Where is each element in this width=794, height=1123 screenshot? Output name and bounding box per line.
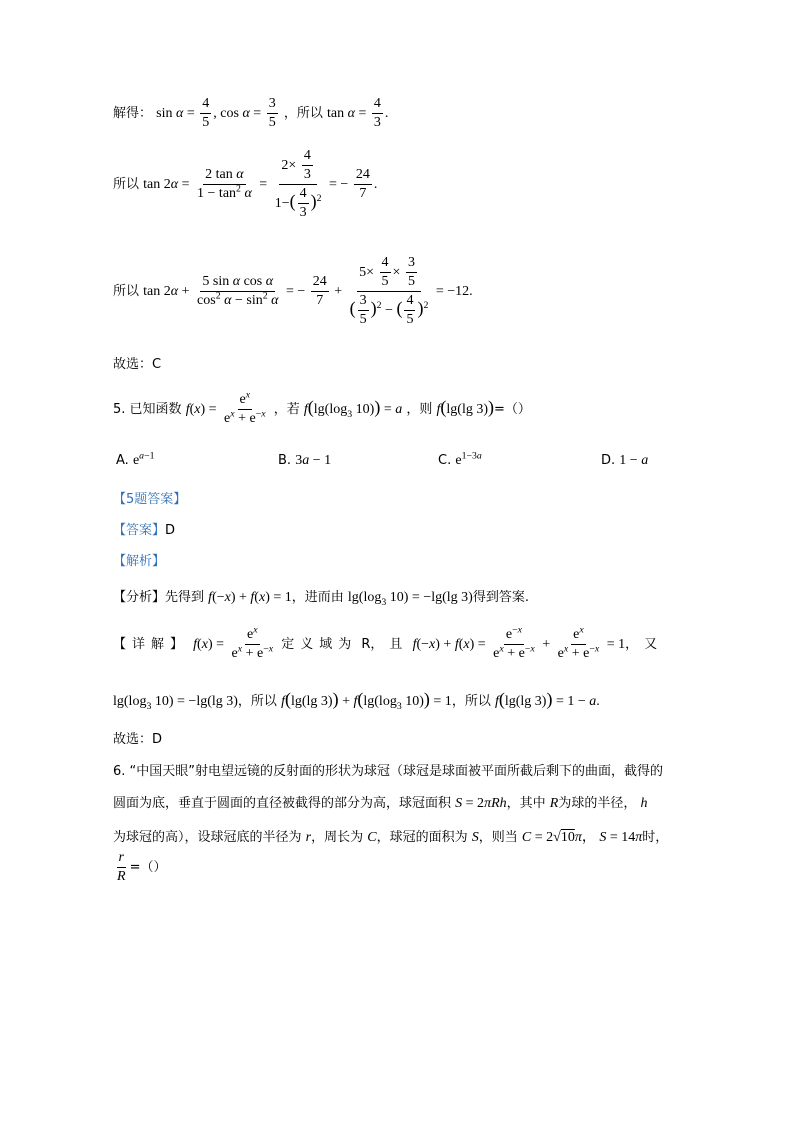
math-C: C	[367, 830, 377, 845]
heading-analysis: 【解析】	[113, 554, 166, 569]
answer-value: D	[165, 523, 176, 538]
text-so: 所以	[113, 283, 140, 299]
analysis-text1: 先得到	[165, 590, 205, 605]
detail-text2: ，且	[370, 636, 409, 652]
line-tan2a	[113, 148, 377, 221]
option-d-math: 1 − a	[619, 453, 649, 468]
q5-intro: 5. 已知函数	[113, 401, 182, 417]
text-solve: 解得：	[113, 105, 153, 121]
math-sum: f(−x) + f(x) = 1	[208, 590, 292, 605]
option-d[interactable]	[601, 453, 648, 469]
q6-line2	[113, 792, 648, 812]
text-so: 所以	[113, 176, 140, 192]
math-expression: tan 2α + $\frac{\text{5 sin α cos α}}{\cos^2 \alpha - \sin^2 \alpha}$ = − $\frac{24}{7}$ + 5× $\frac{4}{5}$ × $\frac{3}{5}$ ( $\frac{3}{5}$ )$^2$ − ( $\frac{4}{5}$ )$^2$ = −12.	[143, 255, 473, 328]
q6-l2c: 为球的半径，	[558, 796, 637, 811]
line-solve	[113, 96, 388, 131]
q5-if: ，若	[273, 401, 300, 417]
math-f-log: $f(\lg(\log_3$ 10)) = a	[303, 396, 403, 420]
line-analysis	[113, 586, 529, 606]
analysis-text3: 得到答案.	[472, 590, 529, 605]
option-a-math: $e^{a-1}$	[132, 450, 155, 468]
line-detail-2	[113, 689, 600, 710]
q6-l3d: ，则当	[478, 830, 518, 845]
math-f-def2: f(x) = $\frac{e^x}{e^x + e^{-x}}$	[193, 624, 274, 662]
q5-tail: =（）	[494, 401, 531, 417]
answer-d: 故选：D	[113, 732, 163, 747]
line-expression	[113, 255, 473, 328]
math-area: S = 2πRh	[455, 796, 507, 811]
option-b-math: 3a − 1	[295, 453, 332, 468]
math-ratio: $\frac{r}{R}$	[117, 850, 126, 885]
math-R: R	[549, 796, 559, 811]
text-so: ，所以	[283, 105, 323, 121]
math-r: r	[305, 830, 312, 845]
option-letter: B.	[278, 453, 292, 468]
analysis-text2: ，进而由	[291, 590, 344, 605]
detail-label: 【详解】	[113, 636, 190, 652]
option-c[interactable]	[438, 450, 482, 469]
detail2-text2: ，所以	[451, 694, 491, 709]
math-f-def: f(x) = $\frac{e^x}{e^x + e^{-x}}$	[185, 389, 266, 427]
q6-l3e: 时，	[642, 830, 669, 845]
detail-text3: ，又	[625, 636, 664, 652]
line-detail	[113, 624, 664, 662]
option-c-math: $e^{1-3a}$	[455, 450, 482, 468]
q6-l3b: ，周长为	[311, 830, 364, 845]
math-h: h	[640, 796, 648, 811]
option-b[interactable]	[278, 453, 331, 469]
option-letter: A.	[116, 453, 129, 468]
detail2-text1: ，所以	[237, 694, 277, 709]
math-result: f(lg(lg 3)) = 1 − a.	[494, 689, 600, 709]
math-sin-cos: sin α = $\frac{4}{5}$ , cos α = $\frac{3}{5}$	[156, 96, 276, 131]
q6-line1: 6. “中国天眼”射电望远镜的反射面的形状为球冠（球冠是球面被平面所截后剩下的曲面，截得的	[113, 764, 664, 779]
q6-l4: =（）	[129, 859, 167, 875]
heading-5-answer: 【5题答案】	[113, 492, 187, 507]
math-S: S	[471, 830, 479, 845]
math-lg-identity: $\lg(\log_3$ 10) = −lg(lg 3)	[347, 590, 473, 608]
option-a[interactable]	[116, 450, 155, 469]
math-sum-detail: f(−x) + f(x) = $\frac{e^{-x}}{e^x + e^{-x}}$ + $\frac{e^x}{e^x + e^{-x}}$ = 1	[412, 624, 626, 662]
answer-c: 故选：C	[113, 357, 162, 372]
q6-l2b: ，其中	[506, 796, 546, 811]
analysis-label: 【分析】	[113, 590, 166, 605]
q6-l3c: ，球冠的面积为	[376, 830, 468, 845]
math-condition: C = 2√10π， S = 14π	[521, 830, 643, 845]
answer-label: 【答案】	[113, 523, 166, 538]
math-tan2a: tan 2α = $\frac{\text{2 tan α}}{1 - \tan^2 \alpha}$ = 2× $\frac{4}{3}$ 1−( $\frac{4}{3}$ )$^2$ = − $\frac{24}{7}$ .	[143, 148, 378, 221]
math-f-lg3: f(lg(lg 3))	[436, 396, 495, 417]
math-sum-values: f(lg(lg $3)) + f(\lg(\log_3$ 10)) = 1	[281, 689, 452, 712]
q5-then: ，则	[406, 401, 433, 417]
question-5	[113, 389, 531, 427]
q6-l2a: 圆面为底，垂直于圆面的直径被截得的部分为高，球冠面积	[113, 796, 452, 811]
detail-text1: 定义域为	[281, 636, 358, 652]
math-tan: tan α = $\frac{4}{3}$ .	[327, 96, 389, 131]
math-lg-identity-2: $\lg(\log_3$ 10) = −lg(lg 3)	[113, 694, 238, 712]
q6-l3a: 为球冠的高），设球冠底的半径为	[113, 830, 302, 845]
option-letter: C.	[438, 453, 452, 468]
detail-domain: R	[361, 636, 371, 652]
option-letter: D.	[601, 453, 616, 468]
heading-answer	[113, 519, 175, 538]
q6-line3	[113, 826, 668, 846]
q6-line4	[113, 850, 166, 885]
